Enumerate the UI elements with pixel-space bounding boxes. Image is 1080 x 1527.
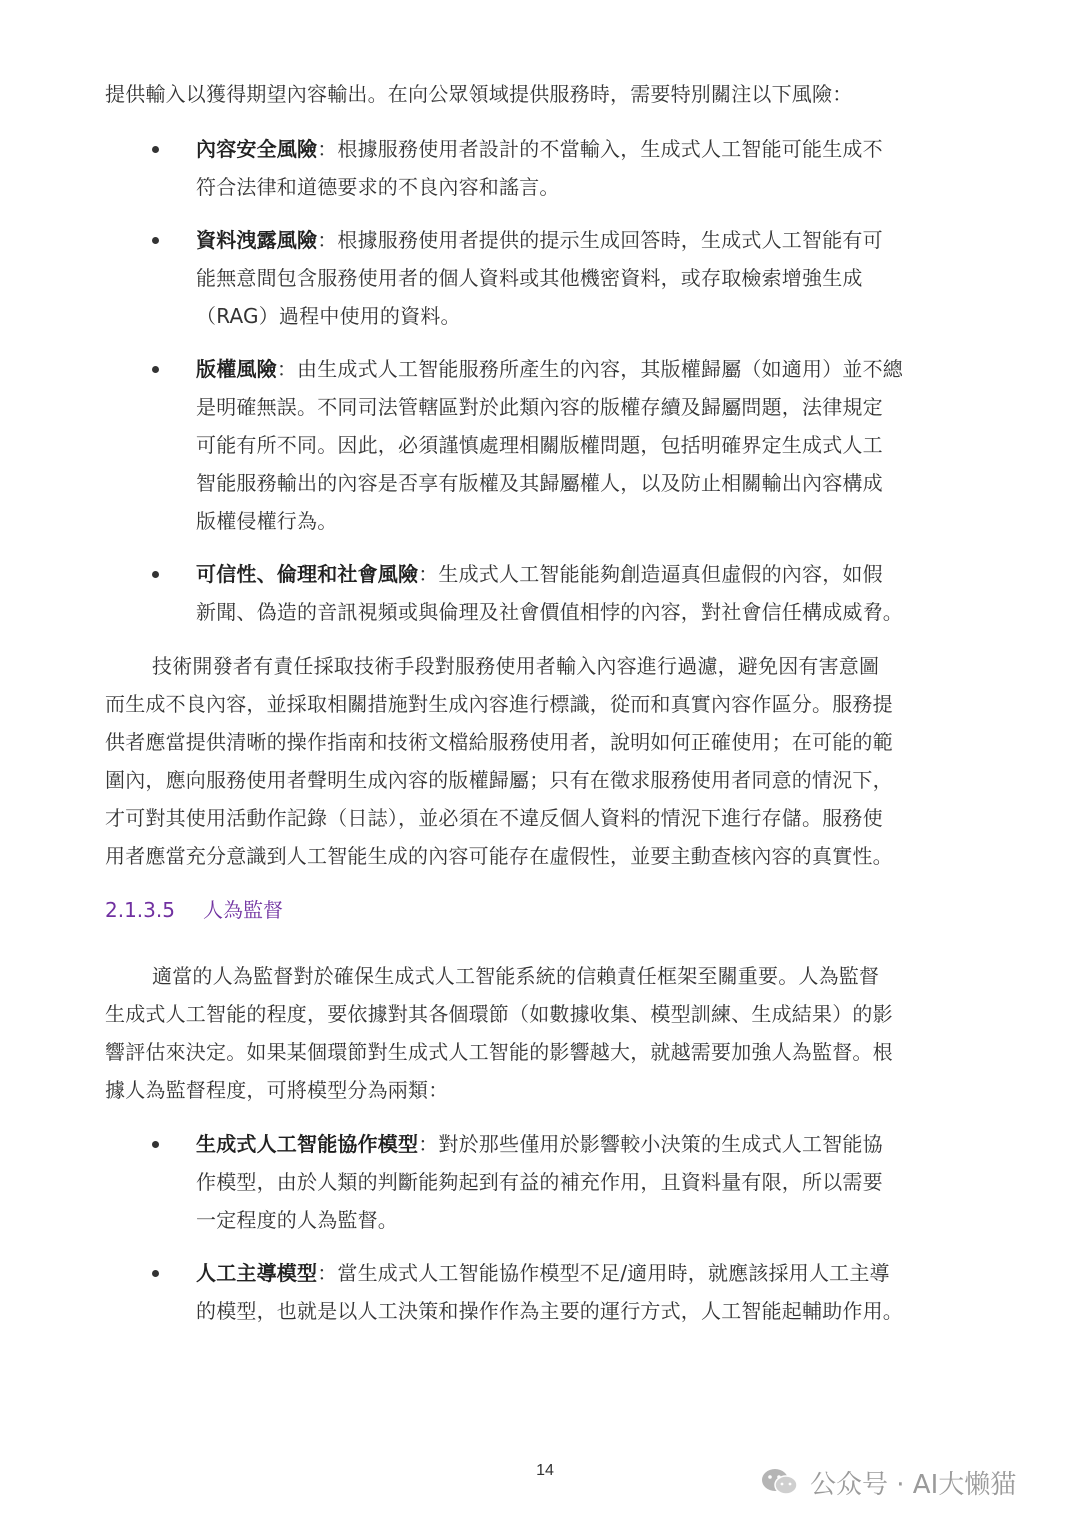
paragraph-line: 適當的人為監督對於確保生成式人工智能系統的信賴責任框架至關重要。人為監督 [152, 964, 880, 988]
risk-title: 版權風險 [196, 357, 277, 381]
wechat-logo-icon [760, 1467, 800, 1497]
paragraph-line: 生成式人工智能的程度，要依據對其各個環節（如數據收集、模型訓練、生成結果）的影 [105, 1002, 893, 1026]
risk-text: 新聞、偽造的音訊視頻或與倫理及社會價值相悖的內容，對社會信任構成威脅。 [196, 600, 903, 624]
bullet-icon [152, 237, 159, 244]
risk-item-line [196, 560, 883, 588]
risk-text: ：由生成式人工智能服務所產生的內容，其版權歸屬（如適用）並不總 [276, 357, 904, 381]
bullet-icon [152, 1270, 159, 1277]
paragraph-line: 技術開發者有責任採取技術手段對服務使用者輸入內容進行過濾，避免因有害意圖 [152, 654, 880, 678]
risk-text: 是明確無誤。不同司法管轄區對於此類內容的版權存續及歸屬問題，法律規定 [196, 395, 883, 419]
model-text: 作模型，由於人類的判斷能夠起到有益的補充作用，且資料量有限，所以需要 [196, 1170, 883, 1194]
watermark [760, 1462, 1016, 1502]
risk-text: 可能有所不同。因此，必須謹慎處理相關版權問題，包括明確界定生成式人工 [196, 433, 883, 457]
risk-text: 符合法律和道德要求的不良內容和謠言。 [196, 175, 560, 199]
risk-item-line [196, 135, 883, 163]
paragraph-line: 用者應當充分意識到人工智能生成的內容可能存在虛假性，並要主動查核內容的真實性。 [105, 844, 893, 868]
bullet-icon [152, 1141, 159, 1148]
paragraph-line: 圍內，應向服務使用者聲明生成內容的版權歸屬；只有在徵求服務使用者同意的情況下， [105, 768, 893, 792]
paragraph-line: 而生成不良內容，並採取相關措施對生成內容進行標識，從而和真實內容作區分。服務提 [105, 692, 893, 716]
section-heading [105, 896, 283, 924]
paragraph-line: 供者應當提供清晰的操作指南和技術文檔給服務使用者，說明如何正確使用；在可能的範 [105, 730, 893, 754]
risk-text: ：根據服務使用者設計的不當輸入，生成式人工智能可能生成不 [317, 137, 883, 161]
model-text: ：當生成式人工智能協作模型不足/適用時，就應該採用人工主導 [317, 1261, 890, 1285]
bullet-icon [152, 366, 159, 373]
model-title: 人工主導模型 [196, 1261, 318, 1285]
paragraph-line: 響評估來決定。如果某個環節對生成式人工智能的影響越大，就越需要加強人為監督。根 [105, 1040, 893, 1064]
risk-text: 版權侵權行為。 [196, 509, 338, 533]
paragraph-line: 才可對其使用活動作記錄（日誌），並必須在不違反個人資料的情況下進行存儲。服務使 [105, 806, 883, 830]
model-item-line [196, 1259, 890, 1287]
model-text: ：對於那些僅用於影響較小決策的生成式人工智能協 [418, 1132, 883, 1156]
risk-title: 資料洩露風險 [196, 228, 318, 252]
risk-title: 內容安全風險 [196, 137, 318, 161]
risk-text: ：生成式人工智能能夠創造逼真但虛假的內容，如假 [418, 562, 883, 586]
risk-text: ：根據服務使用者提供的提示生成回答時，生成式人工智能有可 [317, 228, 883, 252]
model-text: 一定程度的人為監督。 [196, 1208, 398, 1232]
watermark-text: 公众号 · AI大懒猫 [810, 1469, 1017, 1500]
section-title: 人為監督 [203, 898, 283, 922]
intro-line: 提供輸入以獲得期望內容輸出。在向公眾領域提供服務時，需要特別關注以下風險： [105, 82, 853, 106]
model-item-line [196, 1130, 883, 1158]
risk-item-line [196, 226, 883, 254]
risk-text: 智能服務輸出的內容是否享有版權及其歸屬權人，以及防止相關輸出內容構成 [196, 471, 883, 495]
section-number: 2.1.3.5 [105, 898, 175, 922]
page-number: 14 [536, 1462, 554, 1479]
model-text: 的模型，也就是以人工決策和操作作為主要的運行方式，人工智能起輔助作用。 [196, 1299, 903, 1323]
risk-item-line [196, 355, 903, 383]
model-title: 生成式人工智能協作模型 [196, 1132, 419, 1156]
bullet-icon [152, 146, 159, 153]
risk-text: 能無意間包含服務使用者的個人資料或其他機密資料，或存取檢索增強生成 [196, 266, 863, 290]
risk-text: （RAG）過程中使用的資料。 [196, 304, 461, 328]
paragraph-line: 據人為監督程度，可將模型分為兩類： [105, 1078, 449, 1102]
risk-title: 可信性、倫理和社會風險 [196, 562, 419, 586]
bullet-icon [152, 571, 159, 578]
